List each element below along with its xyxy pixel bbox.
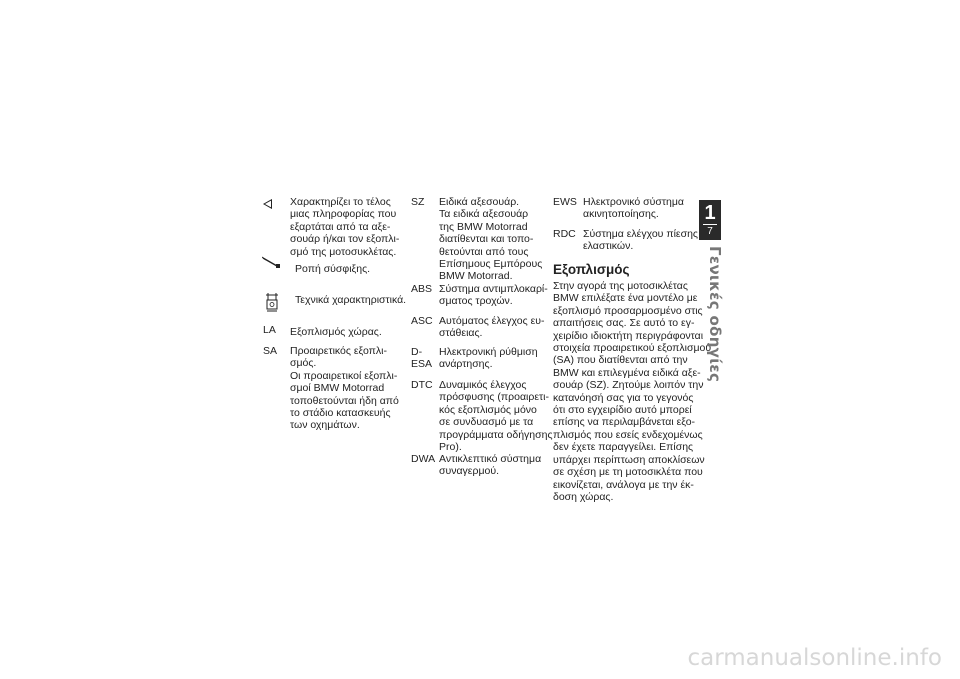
abbr-sz: SZ (411, 196, 425, 208)
equipment-body: Στην αγορά της μοτοσικλέτας BMW επιλέξατε ένα μοντέλο με εξοπλισμό προσαρμοσμένο στις απαιτήσεις σας. Σε αυτό το εγ- χειρίδιο ιδιοκτήτη περιγράφονται στοιχεία προαιρετικού εξοπλισμού (SA) που διατίθενται από την BMW και επιλεγμένα ειδικά αξε- σουάρ (SZ). Ζητούμε λοιπόν την κατανόησή σας για το γεγονός ότι στο εγχειρίδιο αυτό μπορεί επίσης να περιλαμβάνεται εξο- πλισμός που εσείς ενδεχομένως δεν έχετε παραγγείλει. Επίσης υπάρχει περίπτωση αποκλίσεων σε σχέση με τη μοτοσικλέτα που εικονίζεται, ανάλογα με την έκ- δοση χώρας. (553, 280, 712, 503)
abbr-dwa: DWA (411, 453, 436, 465)
la-description: Εξοπλισμός χώρας. (290, 326, 382, 338)
technical-data-icon (265, 292, 279, 319)
triangle-description: Χαρακτηρίζει το τέλος μιας πληροφορίας που εξαρτάται από τα αξε- σουάρ ή/και τον εξοπλι- σμό της μοτοσυκλέτας. (290, 196, 400, 258)
equipment-heading: Εξοπλισμός (553, 262, 630, 277)
desa-description: Ηλεκτρονική ρύθμιση ανάρτησης. (439, 346, 538, 371)
asc-description: Αυτόματος έλεγχος ευ- στάθειας. (439, 315, 545, 340)
abbr-abs: ABS (411, 283, 433, 295)
abbr-desa: D- ESA (411, 346, 433, 371)
sz-description: Ειδικά αξεσουάρ. Τα ειδικά αξεσουάρ της BMW Motorrad διατίθενται και τοπο- θετούνται από τους Επίσημους Εμπόρους BMW Motorrad. (439, 196, 543, 283)
section-title: Γενικές οδηγίες (706, 246, 724, 383)
tab-divider (703, 224, 717, 225)
tech-data-description: Τεχνικά χαρακτηριστικά. (295, 294, 407, 306)
chapter-number: 1 (704, 202, 716, 224)
abbr-asc: ASC (411, 315, 433, 327)
dtc-description: Δυναμικός έλεγχος πρόσφυσης (προαιρετι- κός εξοπλισμός μόνο σε συνδυασμό με τα προγράμματα οδήγησης Pro). (439, 379, 553, 454)
watermark: carmanualsonline.info (687, 645, 942, 671)
abbr-la: LA (263, 324, 276, 336)
ews-description: Ηλεκτρονικό σύστημα ακινητοποίησης. (583, 196, 684, 221)
dwa-description: Αντικλεπτικό σύστημα συναγερμού. (439, 453, 542, 478)
abbr-sa: SA (263, 345, 278, 357)
rdc-description: Σύστημα ελέγχου πίεσης ελαστικών. (583, 228, 698, 253)
chapter-tab (699, 200, 721, 240)
page-number: 7 (707, 226, 713, 237)
abbr-rdc: RDC (553, 228, 576, 240)
abbr-dtc: DTC (411, 379, 433, 391)
abbr-ews: EWS (553, 196, 577, 208)
triangle-end-icon (263, 196, 273, 214)
torque-description: Ροπή σύσφιξης. (295, 263, 371, 275)
torque-wrench-icon (262, 256, 282, 275)
abs-description: Σύστημα αντιμπλοκαρί- σματος τροχών. (439, 283, 548, 308)
sa-description: Προαιρετικός εξοπλι- σμός. Οι προαιρετικοί εξοπλι- σμοί BMW Motorrad τοποθετούνται ήδη από το στάδιο κατασκευής των οχημάτων. (290, 345, 399, 432)
